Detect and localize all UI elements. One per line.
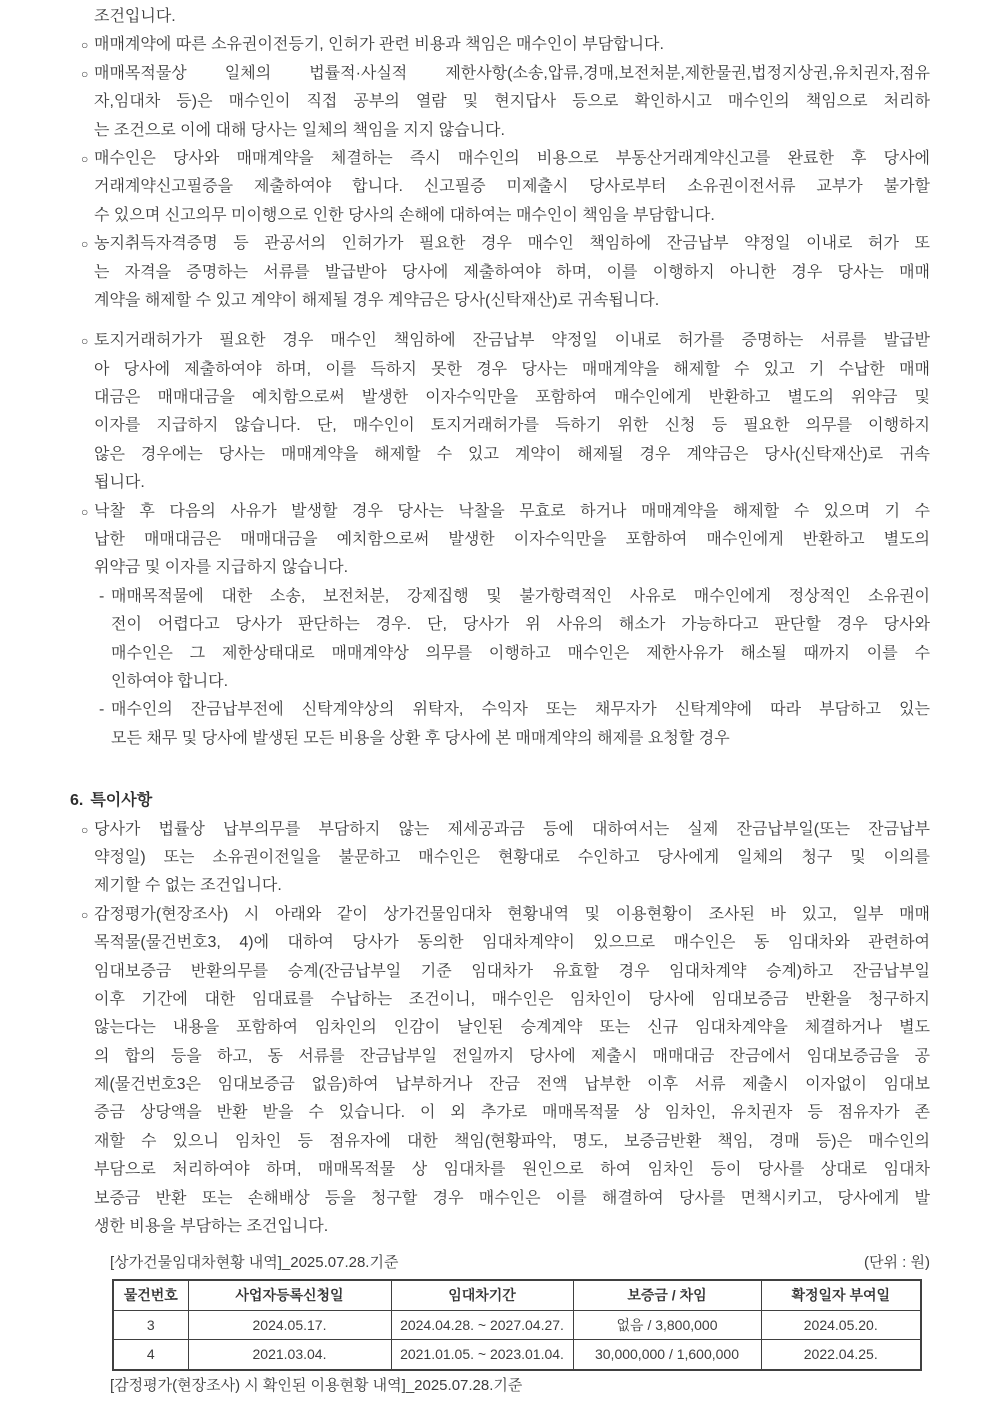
page-content bbox=[70, 3, 930, 1398]
clause5-terms-section bbox=[70, 3, 930, 753]
table-cell: 2021.01.05. ~ 2023.01.04. bbox=[391, 1340, 573, 1370]
section6-special-terms bbox=[70, 816, 930, 1242]
text-line: 매수인은 그 제한상태대로 매매계약상 의무를 이행하고 매수인은 제한사유가 해소될 때까지 이를 수 bbox=[111, 644, 930, 662]
text-line: 됩니다. bbox=[94, 474, 145, 492]
sub-item-paragraph bbox=[70, 696, 930, 753]
lease-table-body bbox=[113, 1310, 921, 1369]
table-cell: 2024.04.28. ~ 2027.04.27. bbox=[391, 1310, 573, 1339]
text-line: 당사가 법률상 납부의무를 부담하지 않는 제세공과금 등에 대하여서는 실제 잔금납부일(또는 잔금납부 bbox=[94, 820, 930, 838]
table-header-cell: 물건번호 bbox=[113, 1280, 188, 1310]
text-line: 인하여야 합니다. bbox=[111, 672, 229, 690]
table-cell: 4 bbox=[113, 1340, 188, 1370]
text-line: 거래계약신고필증을 제출하여야 합니다. 신고필증 미제출시 당사로부터 소유권이전서류 교부가 불가할 bbox=[94, 178, 930, 196]
circle-bullet-marker: ○ bbox=[81, 504, 89, 519]
bullet-paragraph bbox=[70, 230, 930, 315]
text-line: 매매목적물에 대한 소송, 보전처분, 강제집행 및 불가항력적인 사유로 매수인에게 정상적인 소유권이 bbox=[111, 587, 930, 605]
section6-number: 6. bbox=[70, 792, 84, 810]
table-row bbox=[113, 1340, 921, 1370]
text-line: 토지거래허가가 필요한 경우 매수인 책임하에 잔금납부 약정일 이내로 허가를 증명하는 서류를 발급받 bbox=[94, 332, 930, 350]
text-line: 않은 경우에는 당사는 매매계약을 해제할 수 있고 계약이 해제될 경우 계약금은 당사(신탁재산)로 귀속 bbox=[94, 445, 930, 463]
dash-marker: - bbox=[99, 701, 105, 719]
circle-bullet-marker: ○ bbox=[81, 151, 89, 166]
sub-item-paragraph bbox=[70, 583, 930, 697]
circle-bullet-marker: ○ bbox=[81, 237, 89, 252]
text-line: 이후 기간에 대한 임대료를 수납하는 조건이니, 매수인은 임차인이 당사에 임대보증금 반환을 청구하지 bbox=[94, 990, 930, 1008]
text-line: 전이 어렵다고 당사가 판단하는 경우. 단, 당사가 위 사유의 해소가 가능하다고 판단할 경우 당사와 bbox=[111, 616, 930, 634]
table-cell: 없음 / 3,800,000 bbox=[573, 1310, 761, 1339]
text-line: 감정평가(현장조사) 시 아래와 같이 상가건물임대차 현황내역 및 이용현황이 조사된 바 있고, 일부 매매 bbox=[94, 905, 930, 923]
circle-bullet-marker: ○ bbox=[81, 822, 89, 837]
text-line: 위약금 및 이자를 지급하지 않습니다. bbox=[94, 559, 349, 577]
text-line: 계약을 해제할 수 있고 계약이 해제될 경우 계약금은 당사(신탁재산)로 귀속됩니다. bbox=[94, 291, 660, 309]
text-line: 이자를 지급하지 않습니다. 단, 매수인이 토지거래허가를 득하기 위한 신청 등 필요한 의무를 이행하지 bbox=[94, 417, 930, 435]
text-line: 수 있으며 신고의무 미이행으로 인한 당사의 손해에 대하여는 매수인이 책임을 부담합니다. bbox=[94, 206, 715, 224]
text-line: 매매계약에 따른 소유권이전등기, 인허가 관련 비용과 책임은 매수인이 부담합니다. bbox=[94, 36, 664, 54]
text-line: 약정일) 또는 소유권이전일을 불문하고 매수인은 현황대로 수인하고 당사에게 일체의 청구 및 이의를 bbox=[94, 848, 930, 866]
circle-bullet-marker: ○ bbox=[81, 334, 89, 349]
circle-bullet-marker: ○ bbox=[81, 907, 89, 922]
bullet-paragraph bbox=[70, 145, 930, 230]
text-line: 매수인은 당사와 매매계약을 체결하는 즉시 매수인의 비용으로 부동산거래계약신고를 완료한 후 당사에 bbox=[94, 149, 930, 167]
continuation-paragraph bbox=[70, 3, 930, 31]
table-cell: 2024.05.20. bbox=[761, 1310, 921, 1339]
bullet-paragraph bbox=[70, 60, 930, 145]
text-line: 매매목적물상 일체의 법률적·사실적 제한사항(소송,압류,경매,보전처분,제한물권,법정지상권,유치권자,점유 bbox=[94, 64, 930, 82]
text-line: 아 당사에 제출하여야 하며, 이를 득하지 못한 경우 당사는 매매계약을 해제할 수 있고 기 수납한 매매 bbox=[94, 360, 930, 378]
table-cell: 2022.04.25. bbox=[761, 1340, 921, 1370]
text-line: 제(물건번호3은 임대보증금 없음)하여 납부하거나 잔금 전액 납부한 이후 서류 제출시 이자없이 임대보 bbox=[94, 1076, 930, 1094]
text-line: 농지취득자격증명 등 관공서의 인허가가 필요한 경우 매수인 책임하에 잔금납부 약정일 이내로 허가 또 bbox=[94, 235, 930, 253]
bullet-paragraph bbox=[70, 901, 930, 1242]
table-cell: 2021.03.04. bbox=[188, 1340, 391, 1370]
text-line: 부담으로 처리하여야 하며, 매매목적물 상 임대차를 원인으로 하여 임차인 등이 당사를 상대로 임대차 bbox=[94, 1161, 930, 1179]
table-header-row bbox=[113, 1280, 921, 1310]
text-line: 매수인의 잔금납부전에 신탁계약상의 위탁자, 수익자 또는 채무자가 신탁계약에 따라 부담하고 있는 bbox=[111, 701, 930, 719]
text-line: 보증금 반환 또는 손해배상 등을 청구할 경우 매수인은 이를 해결하여 당사를 면책시키고, 당사에게 발 bbox=[94, 1189, 930, 1207]
table-header-cell: 확정일자 부여일 bbox=[761, 1280, 921, 1310]
text-line: 모든 채무 및 당사에 발생된 모든 비용을 상환 후 당사에 본 매매계약의 해제를 요청할 경우 bbox=[111, 729, 730, 747]
text-line: 않는다는 내용을 포함하여 임차인의 인감이 날인된 승계계약 또는 신규 임대차계약을 체결하거나 별도 bbox=[94, 1019, 930, 1037]
circle-bullet-marker: ○ bbox=[81, 38, 89, 53]
text-line: 는 자격을 증명하는 서류를 발급받아 당사에 제출하여야 하며, 이를 이행하지 아니한 경우 당사는 매매 bbox=[94, 263, 930, 281]
bullet-paragraph bbox=[70, 31, 930, 59]
text-line: 납한 매매대금은 매매대금을 예치함으로써 발생한 이자수익만을 포함하여 매수인에게 반환하고 별도의 bbox=[94, 531, 930, 549]
text-line: 조건입니다. bbox=[94, 8, 176, 25]
lease-status-table bbox=[112, 1279, 922, 1370]
usage-status-caption: [감정평가(현장조사) 시 확인된 이용현황 내역]_2025.07.28.기준 bbox=[110, 1376, 523, 1394]
text-line: 임대보증금 반환의무를 승계(잔금납부일 기준 임대차가 유효할 경우 임대차계약 승계)하고 잔금납부일 bbox=[94, 962, 930, 980]
text-line: 의 합의 등을 하고, 동 서류를 잔금납부일 전일까지 당사에 제출시 매매대금 잔금에서 임대보증금을 공 bbox=[94, 1047, 930, 1065]
lease-table-caption-row bbox=[70, 1251, 930, 1279]
text-line: 생한 비용을 부담하는 조건입니다. bbox=[94, 1218, 329, 1236]
table-header-cell: 사업자등록신청일 bbox=[188, 1280, 391, 1310]
text-line: 재할 수 있으니 임차인 등 점유자에 대한 책임(현황파악, 명도, 보증금반환 책임, 경매 등)은 매수인의 bbox=[94, 1132, 930, 1150]
section6-heading bbox=[70, 787, 930, 815]
table-cell: 30,000,000 / 1,600,000 bbox=[573, 1340, 761, 1370]
text-line: 제기할 수 없는 조건입니다. bbox=[94, 877, 282, 895]
table-cell: 3 bbox=[113, 1310, 188, 1339]
text-line: 대금은 매매대금을 예치함으로써 발생한 이자수익만을 포함하여 매수인에게 반환하고 별도의 위약금 및 bbox=[94, 389, 930, 407]
table-cell: 2024.05.17. bbox=[188, 1310, 391, 1339]
text-line: 증금 상당액을 반환 받을 수 있습니다. 이 외 추가로 매매목적물 상 임차인, 유치권자 등 점유자가 존 bbox=[94, 1104, 930, 1122]
table-header-cell: 임대차기간 bbox=[391, 1280, 573, 1310]
text-line: 낙찰 후 다음의 사유가 발생할 경우 당사는 낙찰을 무효로 하거나 매매계약을 해제할 수 있으며 기 수 bbox=[94, 502, 930, 520]
section6-title: 특이사항 bbox=[90, 792, 153, 810]
bullet-paragraph bbox=[70, 816, 930, 901]
circle-bullet-marker: ○ bbox=[81, 66, 89, 81]
table-header-cell: 보증금 / 차임 bbox=[573, 1280, 761, 1310]
lease-table-caption: [상가건물임대차현황 내역]_2025.07.28.기준 bbox=[110, 1254, 399, 1272]
bullet-paragraph bbox=[70, 327, 930, 497]
text-line: 자,임대차 등)은 매수인이 직접 공부의 열람 및 현지답사 등으로 확인하시고 매수인의 책임으로 처리하 bbox=[94, 93, 930, 111]
text-line: 는 조건으로 이에 대해 당사는 일체의 책임을 지지 않습니다. bbox=[94, 121, 505, 139]
bullet-paragraph bbox=[70, 498, 930, 583]
dash-marker: - bbox=[99, 587, 105, 605]
lease-table-head bbox=[113, 1280, 921, 1310]
text-line: 목적물(물건번호3, 4)에 대하여 당사가 동의한 임대차계약이 있으므로 매수인은 동 임대차와 관련하여 bbox=[94, 934, 930, 952]
table-row bbox=[113, 1310, 921, 1339]
unit-label: (단위 : 원) bbox=[864, 1254, 930, 1272]
